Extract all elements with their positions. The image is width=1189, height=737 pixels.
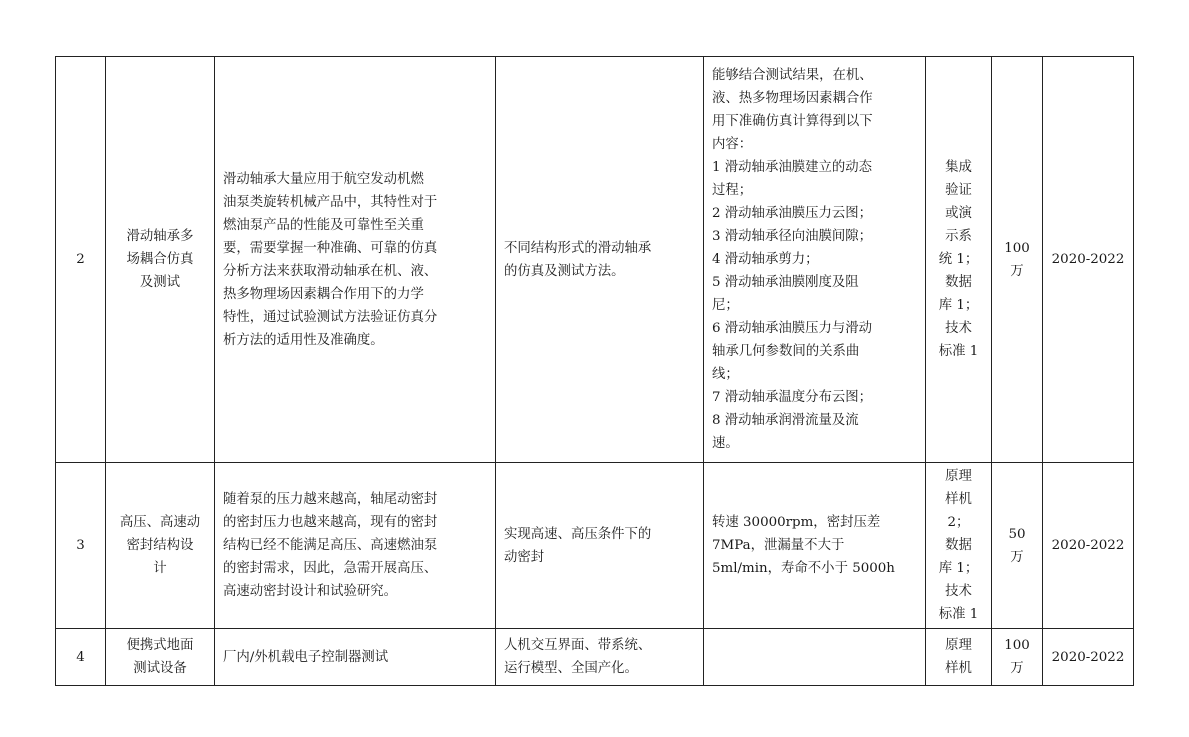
cell-line: 能够结合测试结果，在机、 xyxy=(712,68,873,83)
cell-line: 人机交互界面、带系统、 xyxy=(504,638,652,653)
cell-line: 数据 xyxy=(945,275,972,290)
cell-line: 7MPa，泄漏量不大于 xyxy=(712,538,845,553)
deliverables xyxy=(926,57,992,463)
cell-line: 标准 1 xyxy=(938,607,979,622)
cell-line: 便携式地面 xyxy=(126,638,194,653)
cell-line: 2020-2022 xyxy=(1051,252,1125,267)
cell-line: 4 xyxy=(76,649,85,665)
cell-line: 高速动密封设计和试验研究。 xyxy=(223,584,398,599)
cell-line: 标准 1 xyxy=(938,344,979,359)
cell-line: 用下准确仿真计算得到以下 xyxy=(712,114,873,129)
cell-line: 析方法的适用性及准确度。 xyxy=(223,332,384,348)
cell-line: 万 xyxy=(1010,263,1024,279)
cell-line: 实现高速、高压条件下的 xyxy=(504,526,652,542)
deliverables xyxy=(926,629,992,686)
cell-line: 计 xyxy=(153,561,167,576)
cell-line: 3 xyxy=(76,538,85,553)
cell-line: 万 xyxy=(1010,549,1024,565)
cell-line: 高压、高速动 xyxy=(119,515,201,530)
cell-line: 100 xyxy=(1004,240,1030,256)
research-background xyxy=(215,57,496,463)
cell-line: 万 xyxy=(1010,661,1024,676)
cell-line: 运行模型、全国产化。 xyxy=(504,661,638,676)
cell-line: 热多物理场因素耦合作用下的力学 xyxy=(223,286,424,302)
cell-line: 5 滑动轴承油膜刚度及阻 xyxy=(712,275,859,290)
cell-line: 的密封需求，因此，急需开展高压、 xyxy=(223,561,438,576)
cell-line: 示系 xyxy=(945,229,972,244)
period xyxy=(1043,463,1134,629)
cell-line: 滑动轴承多 xyxy=(126,229,194,244)
research-content xyxy=(496,57,704,463)
cell-line: 统 1； xyxy=(938,252,979,267)
cell-line: 技术 xyxy=(945,584,972,599)
table-row xyxy=(56,463,1134,629)
cell-line: 轴承几何参数间的关系曲 xyxy=(712,344,860,359)
technical-target xyxy=(704,463,926,629)
cell-line: 厂内/外机载电子控制器测试 xyxy=(223,649,389,665)
table-row xyxy=(56,629,1134,686)
technical-target xyxy=(704,629,926,686)
cell-line: 6 滑动轴承油膜压力与滑动 xyxy=(712,321,873,336)
cell-line: 库 1； xyxy=(938,298,979,313)
research-content xyxy=(496,629,704,686)
row-number xyxy=(56,463,106,629)
cell-line: 库 1； xyxy=(938,561,979,576)
cell-line: 结构已经不能满足高压、高速燃油泵 xyxy=(223,538,438,553)
period xyxy=(1043,629,1134,686)
cell-line: 线； xyxy=(712,367,739,382)
budget xyxy=(992,629,1043,686)
cell-line: 100 xyxy=(1004,638,1030,653)
cell-line: 转速 30000rpm，密封压差 xyxy=(712,515,881,530)
research-background xyxy=(215,463,496,629)
project-table xyxy=(55,56,1134,686)
cell-line: 2020-2022 xyxy=(1051,538,1125,553)
cell-line: 原理 xyxy=(945,638,972,653)
cell-line: 原理 xyxy=(945,469,972,484)
cell-line: 液、热多物理场因素耦合作 xyxy=(712,91,873,106)
technical-target xyxy=(704,57,926,463)
project-name xyxy=(106,463,215,629)
cell-line: 2； xyxy=(947,515,970,530)
cell-line: 动密封 xyxy=(504,549,545,565)
cell-line: 2 滑动轴承油膜压力云图； xyxy=(712,206,873,221)
cell-line: 2 xyxy=(76,252,85,267)
cell-line: 不同结构形式的滑动轴承 xyxy=(504,240,652,256)
cell-line: 随着泵的压力越来越高，轴尾动密封 xyxy=(223,492,438,507)
cell-line: 分析方法来获取滑动轴承在机、液、 xyxy=(223,263,438,279)
cell-line: 或演 xyxy=(945,206,972,221)
cell-line: 技术 xyxy=(945,321,972,336)
cell-line: 50 xyxy=(1008,526,1026,542)
cell-line: 油泵类旋转机械产品中，其特性对于 xyxy=(223,194,438,210)
cell-line: 3 滑动轴承径向油膜间隙； xyxy=(712,229,873,244)
cell-line: 7 滑动轴承温度分布云图； xyxy=(712,390,873,405)
cell-line: 验证 xyxy=(945,183,972,198)
cell-line: 速。 xyxy=(712,436,739,451)
table-row xyxy=(56,57,1134,463)
project-name xyxy=(106,629,215,686)
cell-line: 滑动轴承大量应用于航空发动机燃 xyxy=(223,171,424,187)
period xyxy=(1043,57,1134,463)
budget xyxy=(992,57,1043,463)
cell-line: 密封结构设 xyxy=(126,538,194,553)
cell-line: 燃油泵产品的性能及可靠性至关重 xyxy=(223,217,424,233)
cell-line: 样机 xyxy=(945,661,972,676)
cell-line: 的密封压力也越来越高，现有的密封 xyxy=(223,515,438,530)
cell-line: 测试设备 xyxy=(133,661,187,676)
cell-line: 1 滑动轴承油膜建立的动态 xyxy=(712,160,873,175)
cell-line: 8 滑动轴承润滑流量及流 xyxy=(712,413,859,428)
row-number xyxy=(56,629,106,686)
cell-line: 的仿真及测试方法。 xyxy=(504,263,625,279)
cell-line: 要，需要掌握一种准确、可靠的仿真 xyxy=(223,240,438,256)
cell-line: 数据 xyxy=(945,538,972,553)
cell-line: 2020-2022 xyxy=(1051,649,1125,665)
cell-line: 尼； xyxy=(712,298,739,313)
research-content xyxy=(496,463,704,629)
cell-line: 集成 xyxy=(945,160,972,175)
cell-line: 样机 xyxy=(945,492,972,507)
cell-line: 过程； xyxy=(712,183,753,198)
deliverables xyxy=(926,463,992,629)
row-number xyxy=(56,57,106,463)
research-background xyxy=(215,629,496,686)
budget xyxy=(992,463,1043,629)
cell-line: 5ml/min，寿命不小于 5000h xyxy=(712,561,895,576)
cell-line: 及测试 xyxy=(139,275,181,290)
cell-line: 内容： xyxy=(712,137,753,152)
cell-line: 4 滑动轴承剪力； xyxy=(712,252,819,267)
cell-line: 特性，通过试验测试方法验证仿真分 xyxy=(223,309,438,325)
project-name xyxy=(106,57,215,463)
cell-line: 场耦合仿真 xyxy=(126,252,194,267)
